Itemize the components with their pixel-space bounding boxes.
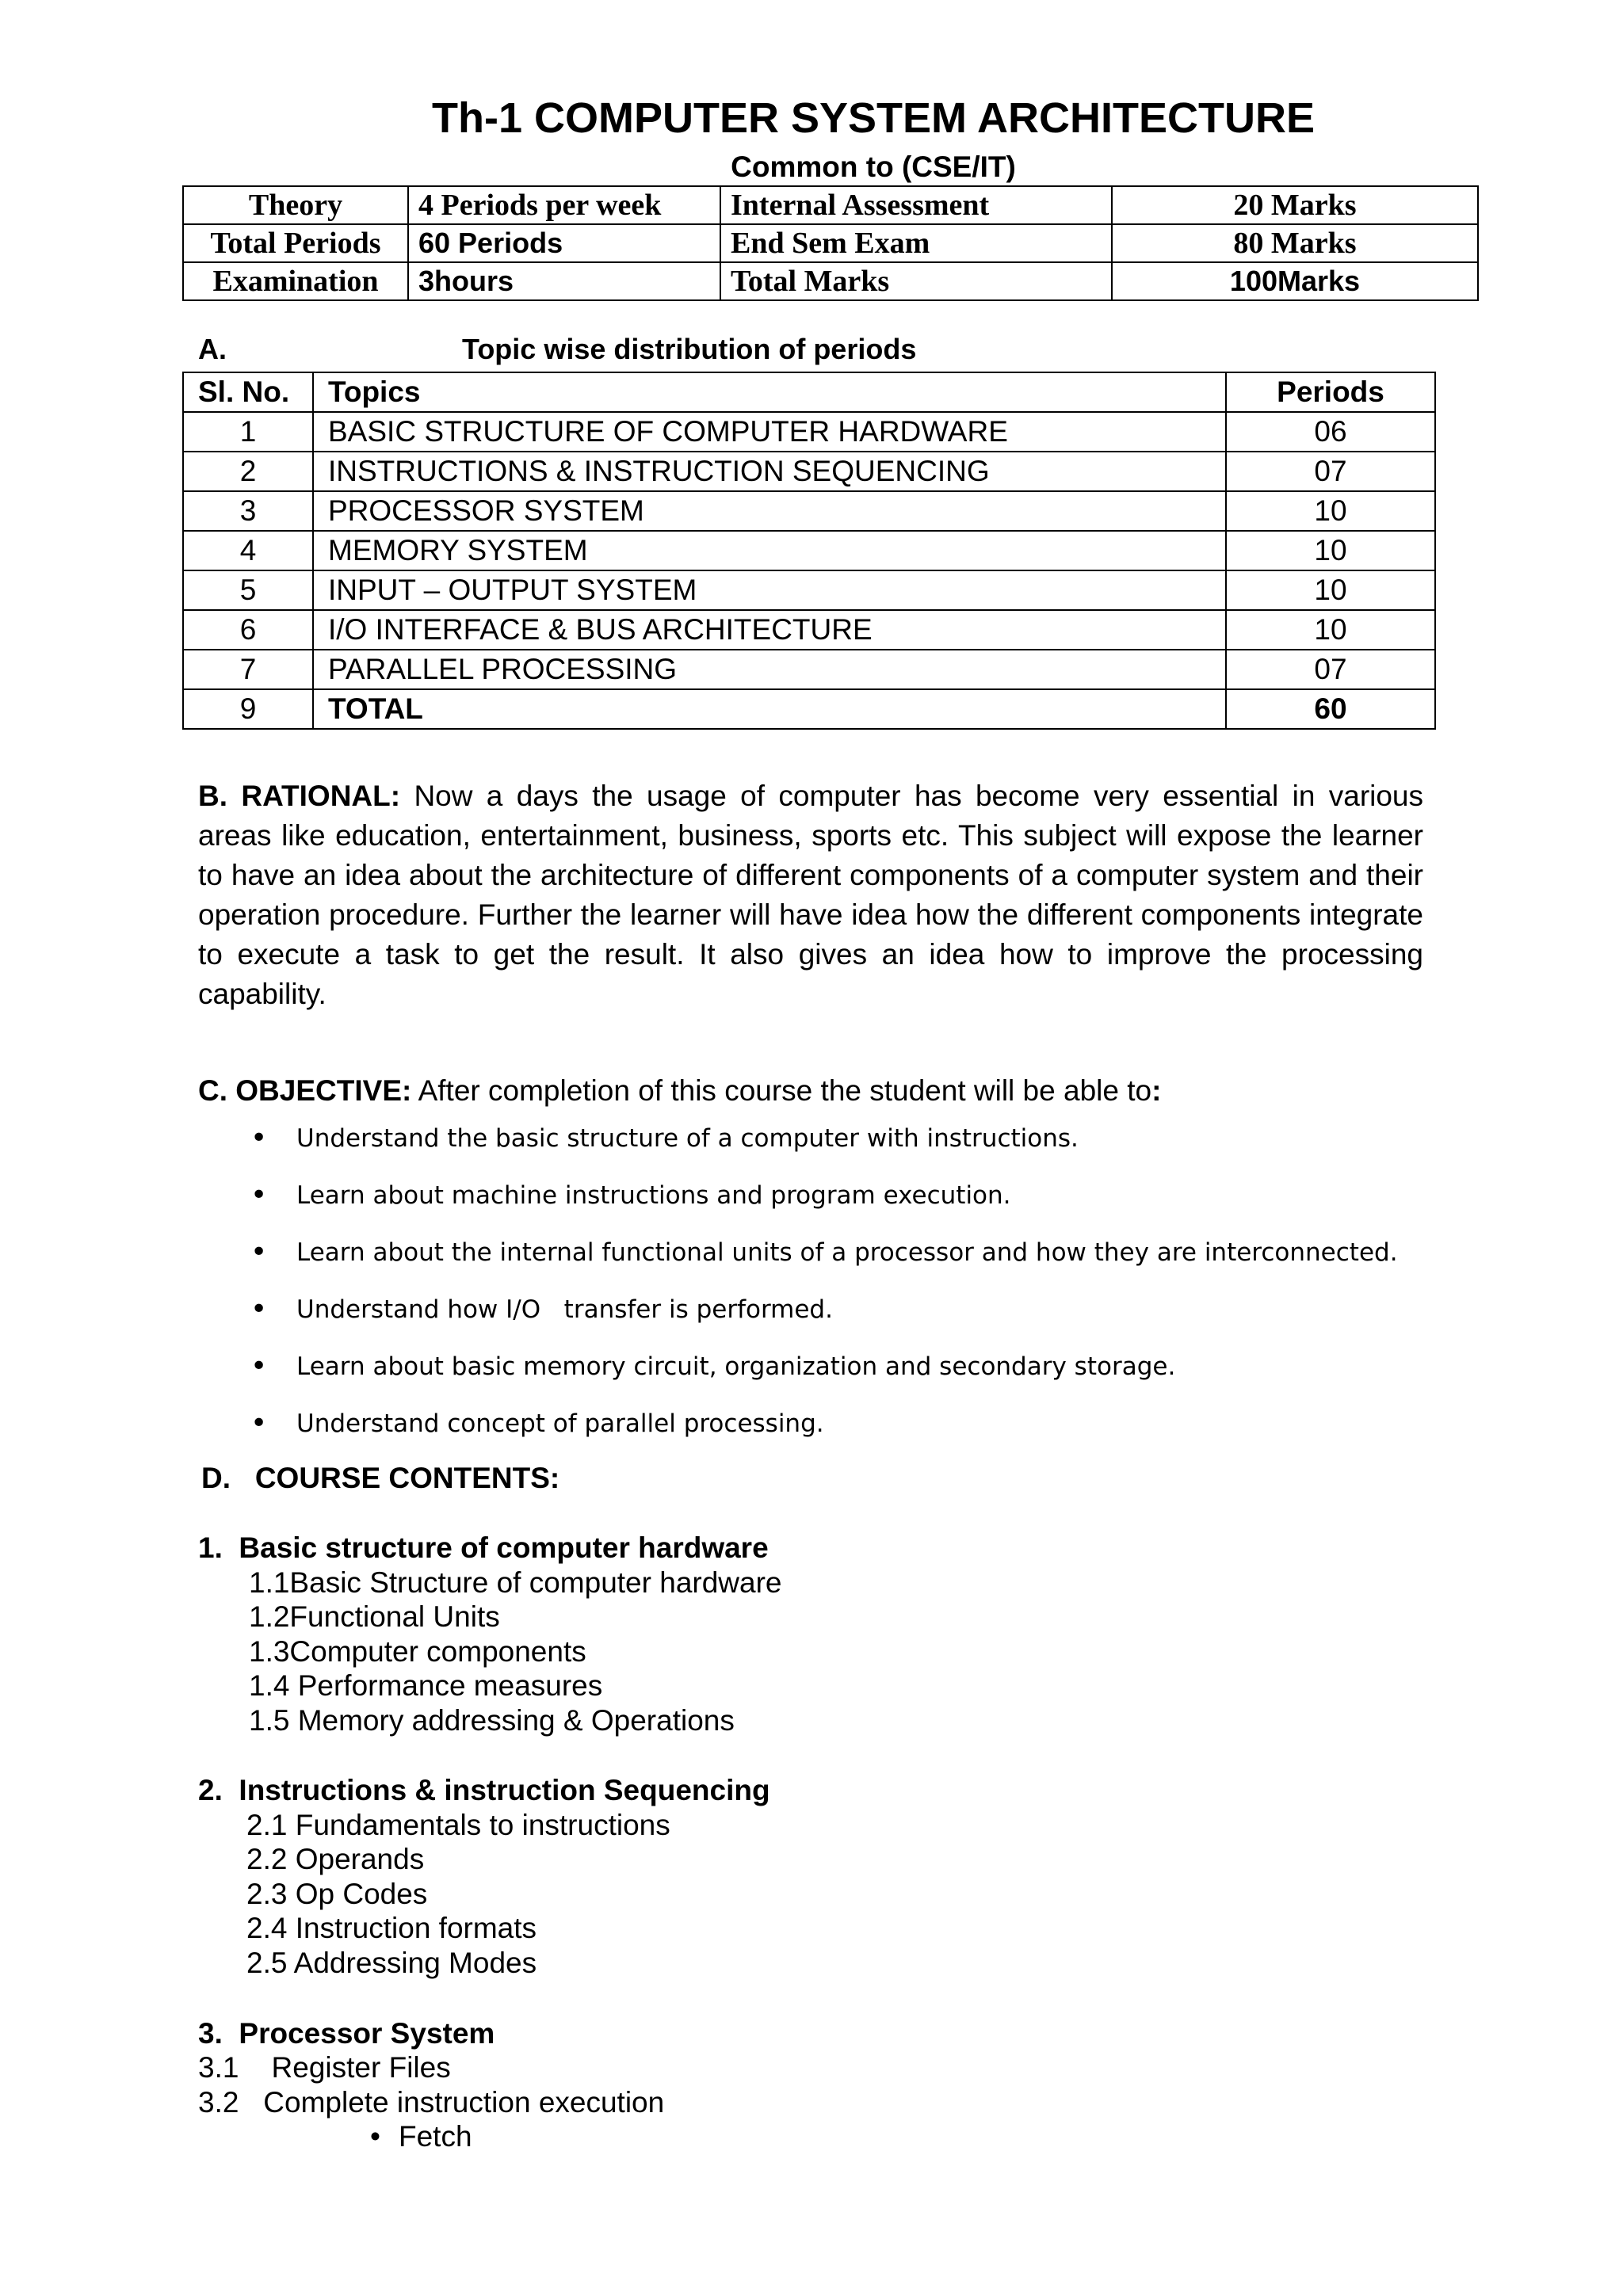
table-cell: 10 <box>1226 570 1435 610</box>
bullet-icon: • <box>370 2120 380 2153</box>
objective-text: After completion of this course the student will be able to <box>418 1074 1152 1107</box>
table-cell: 9 <box>183 689 313 729</box>
rational-section <box>198 776 1423 1014</box>
table-cell: Total Periods <box>183 224 408 262</box>
unit-2-title: 2. Instructions & instruction Sequencing <box>198 1774 770 1806</box>
table-cell: 4 <box>183 531 313 570</box>
objective-colon: : <box>1151 1074 1162 1107</box>
objective-list <box>250 1121 1398 1463</box>
table-cell: 07 <box>1226 650 1435 689</box>
list-item: • Learn about machine instructions and program execution. <box>250 1179 1011 1211</box>
page-subtitle: Common to (CSE/IT) <box>731 151 1016 183</box>
table-cell: End Sem Exam <box>720 224 1112 262</box>
table-cell: 80 Marks <box>1112 224 1478 262</box>
table-cell: 06 <box>1226 412 1435 452</box>
list-item: • Understand concept of parallel processing. <box>250 1407 824 1440</box>
table-cell: PARALLEL PROCESSING <box>313 650 1226 689</box>
unit-3-item: 3.1 Register Files <box>198 2051 451 2084</box>
bullet-icon: • <box>250 1236 268 1268</box>
section-a-title: Topic wise distribution of periods <box>462 333 917 365</box>
unit-1-item: 1.3Computer components <box>249 1635 586 1668</box>
column-header: Topics <box>313 372 1226 412</box>
table-cell: 3hours <box>408 262 720 300</box>
table-cell: 10 <box>1226 491 1435 531</box>
section-a-letter: A. <box>198 333 227 365</box>
marks-table <box>182 185 1479 301</box>
course-contents-heading: D. COURSE CONTENTS: <box>201 1462 560 1494</box>
table-cell: INSTRUCTIONS & INSTRUCTION SEQUENCING <box>313 452 1226 491</box>
table-cell: Theory <box>183 186 408 224</box>
table-cell: Examination <box>183 262 408 300</box>
table-cell: 2 <box>183 452 313 491</box>
table-header-row <box>183 372 1435 412</box>
rational-text: Now a days the usage of computer has become very essential in various areas like education, entertainment, business, sports etc. This subject will expose the learner to have an idea about the architecture of different components of a computer system and their operation procedure. Further the learner will have idea how the different components integrate to execute a task to get the result. It also gives an idea how to improve the processing capability. <box>198 780 1424 1010</box>
table-row <box>183 531 1435 570</box>
objective-section <box>198 1071 1423 1111</box>
bullet-icon: • <box>250 1350 268 1383</box>
unit-3-title: 3. Processor System <box>198 2017 495 2050</box>
table-total-row <box>183 689 1435 729</box>
table-row <box>183 610 1435 650</box>
unit-2-item: 2.2 Operands <box>246 1843 425 1875</box>
table-cell: 20 Marks <box>1112 186 1478 224</box>
table-cell: 100Marks <box>1112 262 1478 300</box>
table-row <box>183 570 1435 610</box>
table-cell: Internal Assessment <box>720 186 1112 224</box>
table-cell: MEMORY SYSTEM <box>313 531 1226 570</box>
unit-1-item: 1.1Basic Structure of computer hardware <box>249 1566 782 1599</box>
unit-1-item: 1.2Functional Units <box>249 1600 500 1633</box>
page-title: Th-1 COMPUTER SYSTEM ARCHITECTURE <box>431 94 1315 142</box>
unit-2-item: 2.3 Op Codes <box>246 1878 428 1910</box>
unit-1-title: 1. Basic structure of computer hardware <box>198 1531 769 1564</box>
table-cell: 7 <box>183 650 313 689</box>
table-cell: 3 <box>183 491 313 531</box>
unit-1-item: 1.4 Performance measures <box>249 1669 603 1702</box>
table-cell: INPUT – OUTPUT SYSTEM <box>313 570 1226 610</box>
table-cell: 60 <box>1226 689 1435 729</box>
table-cell: 6 <box>183 610 313 650</box>
objective-label: C. OBJECTIVE: <box>198 1074 412 1107</box>
table-row <box>183 224 1478 262</box>
table-cell: 5 <box>183 570 313 610</box>
table-row <box>183 491 1435 531</box>
table-row <box>183 650 1435 689</box>
table-cell: 10 <box>1226 531 1435 570</box>
unit-2-item: 2.4 Instruction formats <box>246 1912 537 1944</box>
column-header: Periods <box>1226 372 1435 412</box>
table-row <box>183 262 1478 300</box>
table-cell: 10 <box>1226 610 1435 650</box>
bullet-icon: • <box>250 1293 268 1325</box>
table-cell: TOTAL <box>313 689 1226 729</box>
table-row <box>183 412 1435 452</box>
table-cell: PROCESSOR SYSTEM <box>313 491 1226 531</box>
table-cell: 60 Periods <box>408 224 720 262</box>
table-row <box>183 186 1478 224</box>
table-cell: 4 Periods per week <box>408 186 720 224</box>
table-row <box>183 452 1435 491</box>
unit-2-item: 2.5 Addressing Modes <box>246 1947 537 1979</box>
list-item: • Learn about the internal functional units of a processor and how they are interconnected. <box>250 1236 1398 1268</box>
unit-3-item: 3.2 Complete instruction execution <box>198 2086 665 2119</box>
column-header: Sl. No. <box>183 372 313 412</box>
table-cell: Total Marks <box>720 262 1112 300</box>
unit-1-item: 1.5 Memory addressing & Operations <box>249 1704 735 1737</box>
bullet-icon: • <box>250 1407 268 1440</box>
list-item: • Understand the basic structure of a computer with instructions. <box>250 1122 1079 1154</box>
unit-2-item: 2.1 Fundamentals to instructions <box>246 1809 670 1841</box>
topics-table <box>182 372 1436 730</box>
list-item: • Understand how I/O transfer is performed. <box>250 1293 833 1325</box>
rational-label: B. RATIONAL: <box>198 780 401 812</box>
bullet-icon: • <box>250 1122 268 1154</box>
table-cell: BASIC STRUCTURE OF COMPUTER HARDWARE <box>313 412 1226 452</box>
unit-3-bullet: Fetch <box>399 2120 472 2153</box>
table-cell: I/O INTERFACE & BUS ARCHITECTURE <box>313 610 1226 650</box>
table-cell: 07 <box>1226 452 1435 491</box>
bullet-icon: • <box>250 1179 268 1211</box>
table-cell: 1 <box>183 412 313 452</box>
list-item: • Learn about basic memory circuit, organization and secondary storage. <box>250 1350 1176 1383</box>
